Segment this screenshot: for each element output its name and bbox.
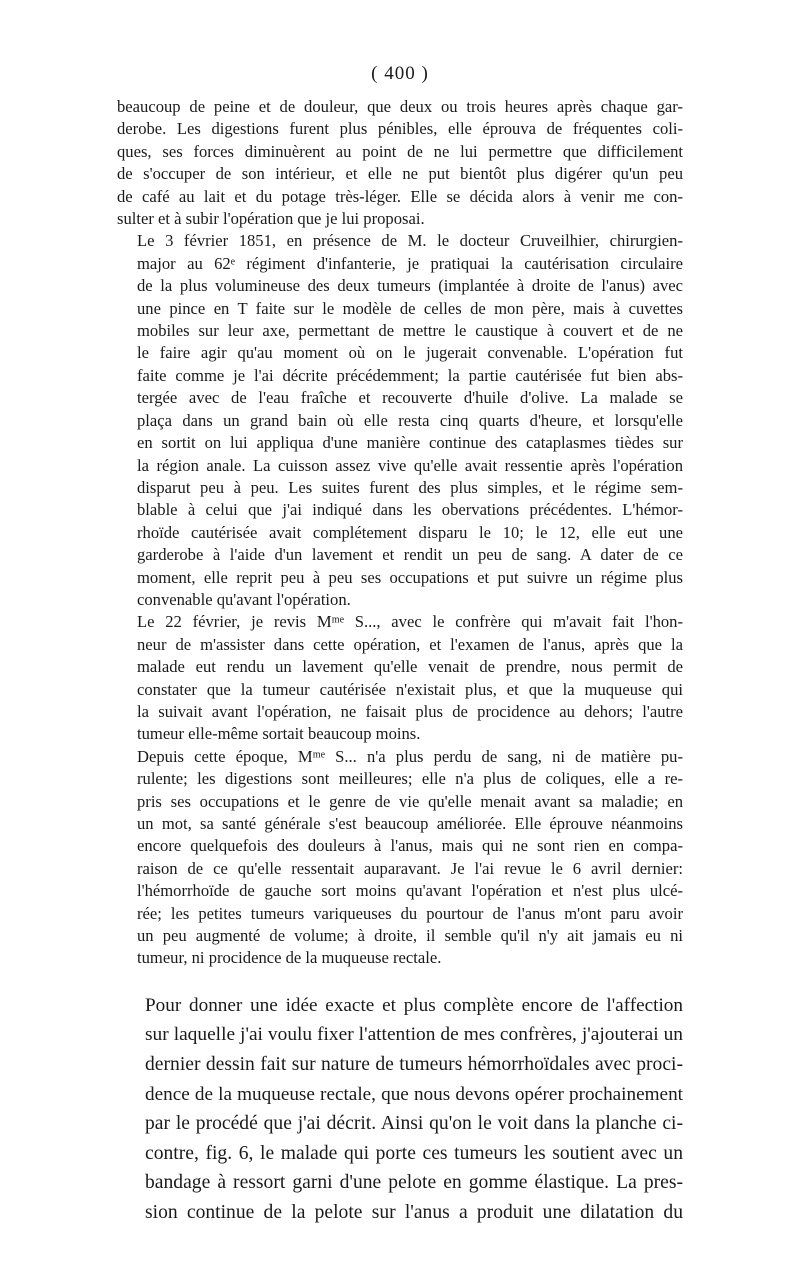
text-line: en sortit on lui appliqua d'une manière continue des cataplasmes tièdes sur [137, 433, 683, 453]
text-line: Pour donner une idée exacte et plus complète encore de l'affection [145, 994, 683, 1016]
text-line: pris ses occupations et le genre de vie qu'elle menait avant sa maladie; en [137, 791, 683, 811]
text-line: le faire agir qu'au moment où on le jugerait convenable. L'opération fut [137, 343, 683, 363]
book-page [117, 60, 683, 1228]
text-line: major au 62ᵉ régiment d'infanterie, je pratiquai la cautérisation circulaire [137, 253, 683, 273]
text-line: moment, elle reprit peu à peu ses occupations et put suivre un régime plus [137, 567, 683, 587]
text-line: Le 3 février 1851, en présence de M. le docteur Cruveilhier, chirurgien- [137, 231, 683, 251]
paragraph-p2 [117, 230, 683, 611]
text-line: blable à celui que j'ai indiqué dans les obervations précédentes. L'hémor- [137, 500, 683, 520]
text-line: neur de m'assister dans cette opération, et l'examen de l'anus, après que la [137, 634, 683, 654]
text-line: convenable qu'avant l'opération. [137, 589, 351, 609]
paragraph-p4 [117, 746, 683, 970]
text-line: Le 22 février, je revis Mᵐᵉ S..., avec le confrère qui m'avait fait l'hon- [137, 612, 683, 632]
text-line: sur laquelle j'ai voulu fixer l'attention de mes confrères, j'ajouterai un [145, 1024, 683, 1046]
text-line: ques, ses forces diminuèrent au point de ne lui permettre que difficilement [117, 141, 683, 161]
paragraph-p1 [117, 96, 683, 230]
text-line: tumeur elle-même sortait beaucoup moins. [137, 724, 421, 744]
text-line: tergée avec de l'eau fraîche et recouverte d'huile d'olive. La malade se [137, 388, 683, 408]
text-line: faite comme je l'ai décrite précédemment; la partie cautérisée fut bien abs- [137, 365, 683, 385]
text-line: de s'occuper de son intérieur, et elle ne put bientôt plus digérer qu'un peu [117, 164, 683, 184]
text-line: mobiles sur leur axe, permettant de mettre le caustique à couvert et de ne [137, 321, 683, 341]
text-line: rulente; les digestions sont meilleures; elle n'a plus de coliques, elle a re- [137, 769, 683, 789]
text-line: un mot, sa santé générale s'est beaucoup améliorée. Elle éprouve néanmoins [137, 814, 683, 833]
text-line: bandage à ressort garni d'une pelote en gomme élastique. La pres- [145, 1172, 683, 1194]
text-line: raison de ce qu'elle ressentait auparavant. Je l'ai revue le 6 avril dernier: [137, 858, 683, 878]
text-line: la suivait avant l'opération, ne faisait plus de procidence au dehors; l'autre [137, 701, 683, 721]
text-line: contre, fig. 6, le malade qui porte ces tumeurs les soutient avec un [145, 1142, 683, 1164]
text-line: sion continue de la pelote sur l'anus a produit une dilatation du [145, 1202, 683, 1223]
paragraph-p3 [117, 611, 683, 745]
text-line: tumeur, ni procidence de la muqueuse rectale. [137, 948, 442, 968]
text-line: par le procédé que j'ai décrit. Ainsi qu'on le voit dans la planche ci- [145, 1113, 683, 1135]
text-line: Depuis cette époque, Mᵐᵉ S... n'a plus perdu de sang, ni de matière pu- [137, 746, 683, 766]
text-line: malade eut rendu un lavement qu'elle venait de prendre, nous permit de [137, 657, 683, 677]
paragraph-p5 [117, 991, 683, 1228]
text-line: rée; les petites tumeurs variqueuses du pourtour de l'anus m'ont paru avoir [137, 903, 683, 923]
text-line: plaça dans un grand bain où elle resta cinq quarts d'heure, et lorsqu'elle [137, 410, 683, 430]
text-line: dence de la muqueuse rectale, que nous devons opérer prochainement [145, 1083, 683, 1105]
text-line: sulter et à subir l'opération que je lui proposai. [117, 209, 425, 229]
text-line: de café au lait et du potage très-léger. Elle se décida alors à venir me con- [117, 186, 683, 206]
text-line: dernier dessin fait sur nature de tumeurs hémorrhoïdales avec proci- [145, 1054, 683, 1076]
text-line: encore quelquefois des douleurs à l'anus, mais qui ne sont rien en compa- [137, 836, 683, 856]
text-line: constater que la tumeur cautérisée n'existait plus, et que la muqueuse qui [137, 679, 683, 699]
text-line: disparut peu à peu. Les suites furent des plus simples, et le régime sem- [137, 477, 683, 497]
page-number: ( 400 ) [371, 63, 429, 84]
text-line: l'hémorrhoïde de gauche sort moins qu'avant l'opération et n'est plus ulcé- [137, 881, 683, 901]
text-line: de la plus volumineuse des deux tumeurs (implantée à droite de l'anus) avec [137, 276, 683, 296]
page-body [117, 96, 683, 1228]
text-line: derobe. Les digestions furent plus pénibles, elle éprouva de fréquentes coli- [117, 119, 683, 139]
text-line: garderobe à l'aide d'un lavement et rendit un peu de sang. A dater de ce [137, 545, 683, 565]
text-line: un peu augmenté de volume; à droite, il semble qu'il n'y ait jamais eu ni [137, 926, 683, 946]
text-line: la région anale. La cuisson assez vive qu'elle avait ressentie après l'opération [137, 455, 683, 475]
text-line: beaucoup de peine et de douleur, que deux ou trois heures après chaque gar- [117, 97, 683, 116]
text-line: une pince en T faite sur le modèle de celles de mon père, mais à cuvettes [137, 298, 683, 318]
text-line: rhoïde cautérisée avait complétement disparu le 10; le 12, elle eut une [137, 522, 683, 542]
